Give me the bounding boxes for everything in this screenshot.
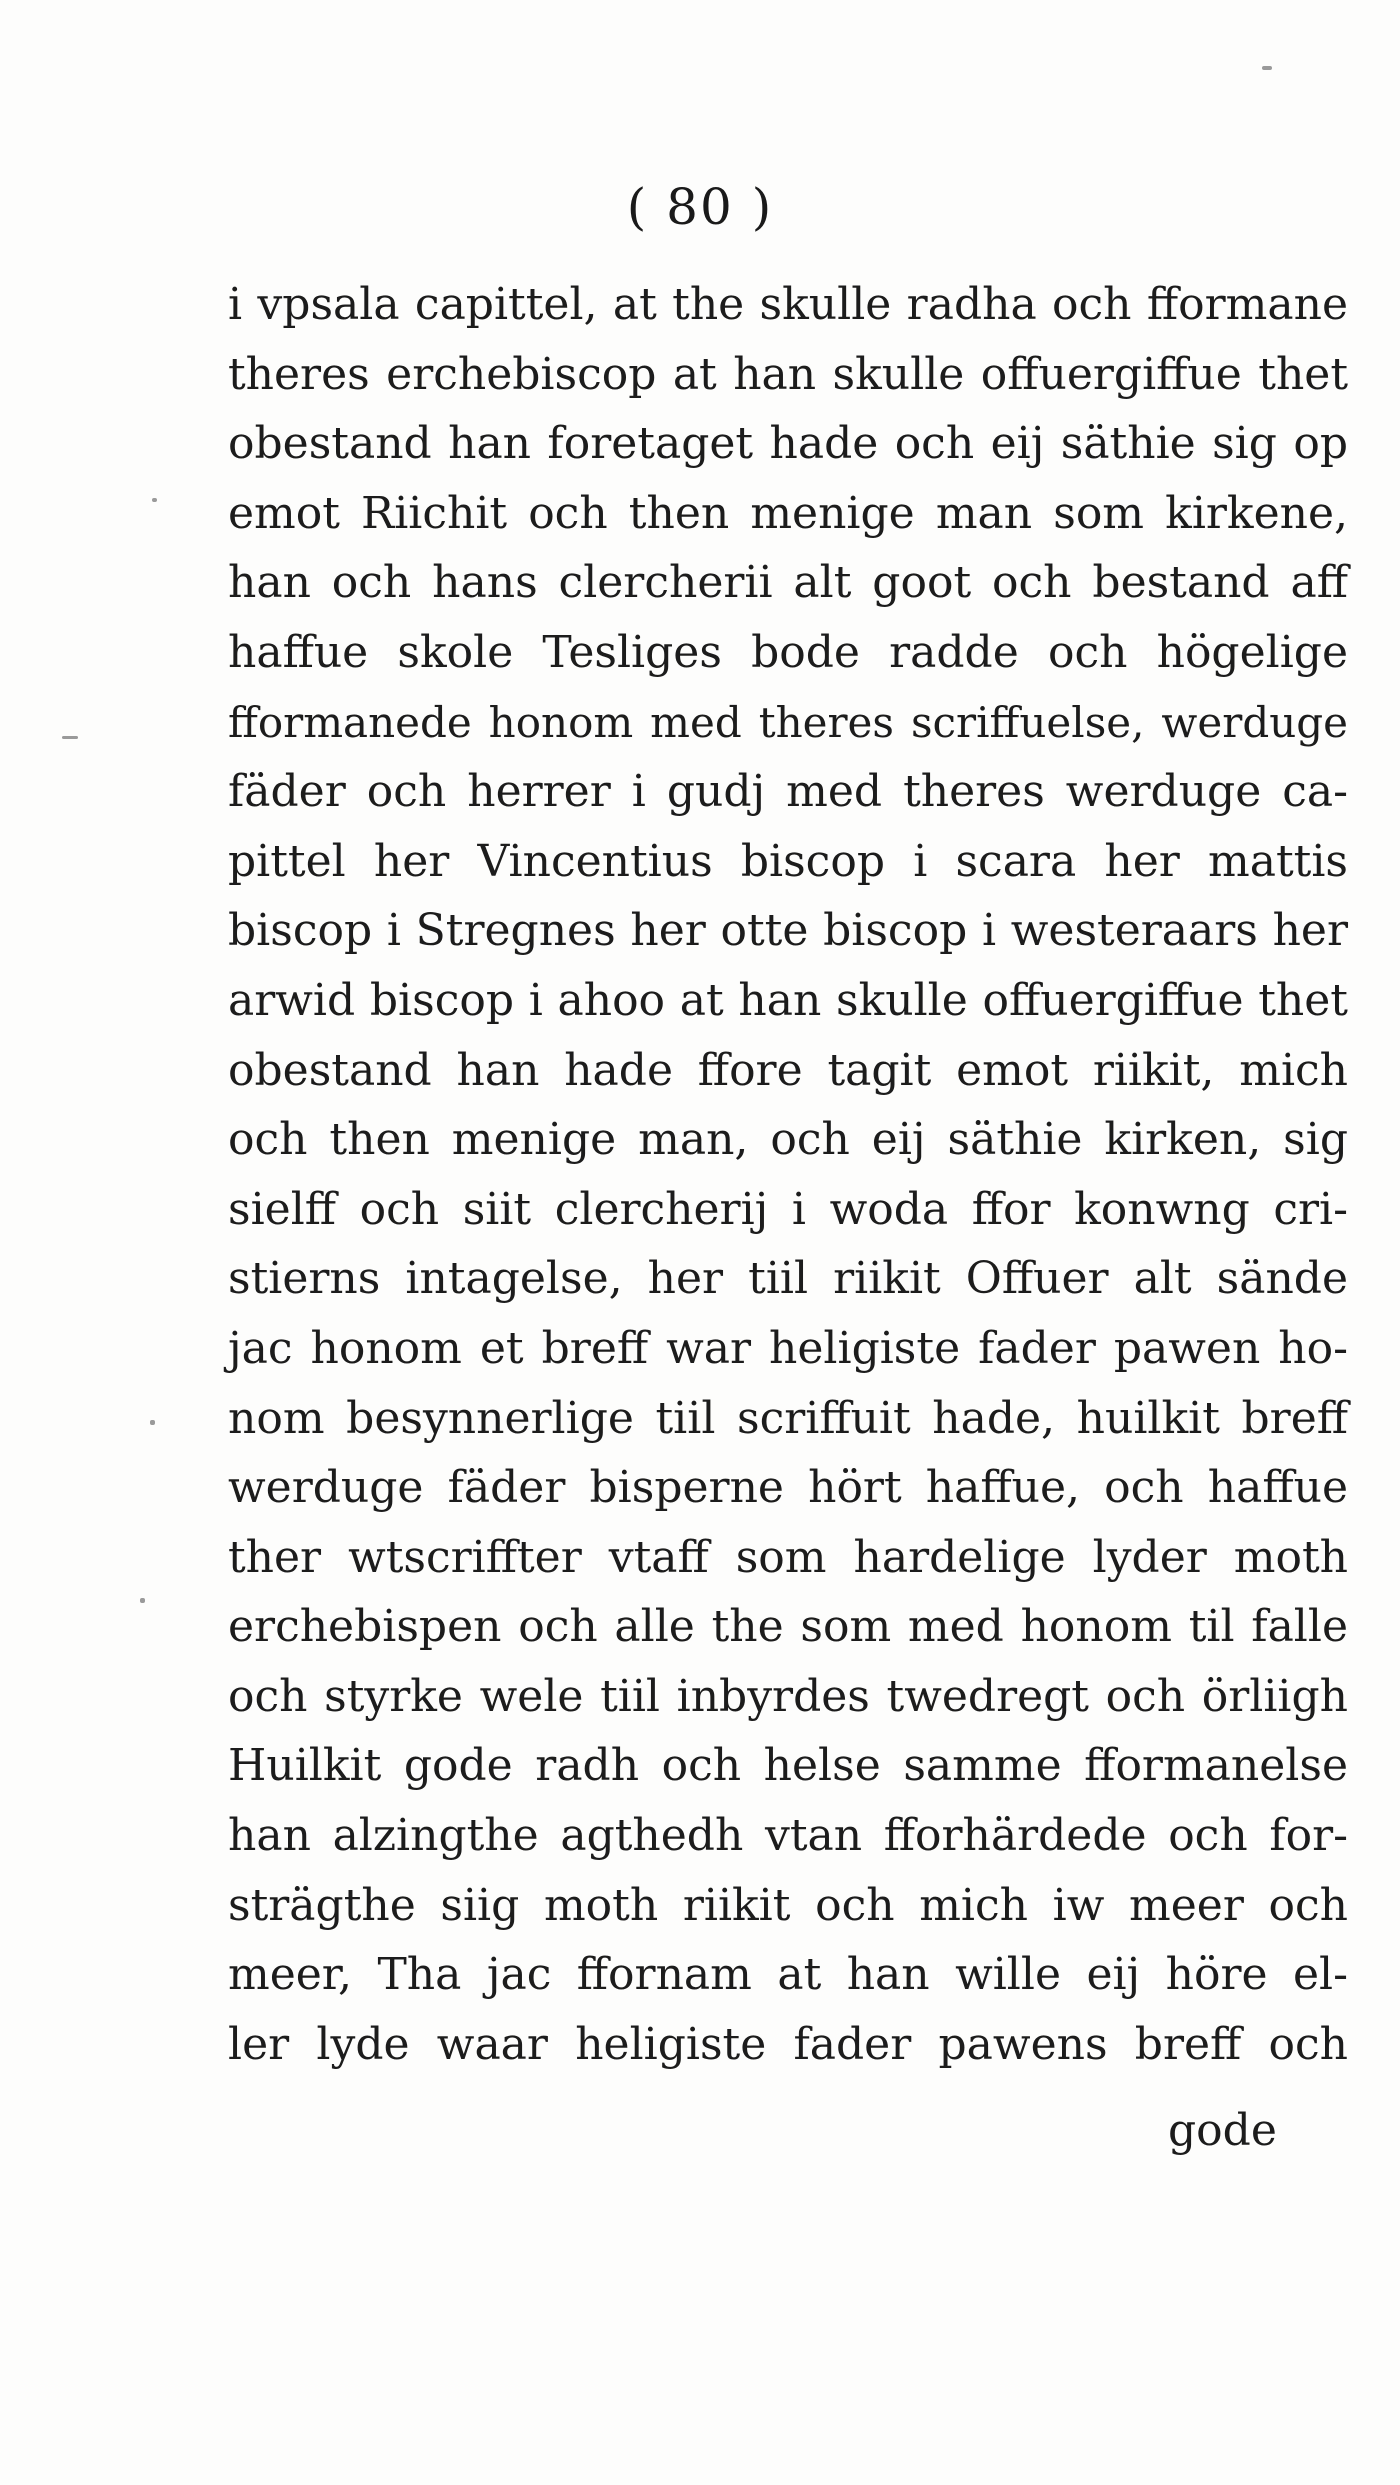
- text-line: pittel her Vincentius biscop i scara her mattis: [228, 835, 1348, 887]
- text-line: fäder och herrer i gudj med theres werduge ca-: [228, 766, 1348, 818]
- text-line: och then menige man, och eij säthie kirken, sig: [228, 1114, 1348, 1166]
- text-line: han och hans clercherii alt goot och bestand aff: [228, 557, 1348, 609]
- paper-speck: [1262, 66, 1272, 70]
- text-line: i vpsala capittel, at the skulle radha och fformane: [228, 279, 1348, 330]
- text-line: jac honom et breff war heligiste fader pawen ho-: [228, 1322, 1348, 1374]
- text-line: obestand han foretaget hade och eij säthie sig op: [228, 418, 1348, 470]
- paper-speck: [152, 498, 157, 502]
- text-line: meer, Tha jac ffornam at han wille eij höre el-: [228, 1949, 1348, 2001]
- text-line: han alzingthe agthedh vtan fforhärdede och for-: [228, 1810, 1348, 1862]
- text-line: arwid biscop i ahoo at han skulle offuergiffue thet: [228, 974, 1348, 1026]
- text-line: werduge fäder bisperne hört haffue, och haffue: [228, 1462, 1348, 1514]
- text-line: stierns intagelse, her tiil riikit Offuer alt sände: [228, 1253, 1348, 1305]
- text-line: emot Riichit och then menige man som kirkene,: [228, 487, 1348, 539]
- text-line: theres erchebiscop at han skulle offuergiffue thet: [228, 348, 1348, 400]
- text-line: erchebispen och alle the som med honom til falle: [228, 1601, 1348, 1653]
- catchword: gode: [1168, 2105, 1277, 2156]
- paper-speck: [140, 1598, 145, 1603]
- text-line: strägthe siig moth riikit och mich iw meer och: [228, 1879, 1348, 1931]
- text-line: sielff och siit clercherij i woda ffor konwng cri-: [228, 1183, 1348, 1235]
- text-line: ther wtscriffter vtaff som hardelige lyder moth: [228, 1531, 1348, 1583]
- page-number: ( 80 ): [626, 178, 774, 236]
- text-line: Huilkit gode radh och helse samme fformanelse: [228, 1740, 1348, 1792]
- text-line: ler lyde waar heligiste fader pawens breff och: [228, 2018, 1348, 2070]
- text-line: och styrke wele tiil inbyrdes twedregt och örliigh: [228, 1670, 1348, 1722]
- body-text: [228, 270, 1348, 2079]
- paper-speck: [150, 1420, 155, 1425]
- text-line: biscop i Stregnes her otte biscop i westeraars her: [228, 905, 1348, 957]
- text-line: fformanede honom med theres scriffuelse, werduge: [228, 697, 1348, 747]
- paper-speck: [62, 736, 78, 739]
- text-line: haffue skole Tesliges bode radde och högelige: [228, 626, 1348, 678]
- text-line: obestand han hade ffore tagit emot riikit, mich: [228, 1044, 1348, 1096]
- text-line: nom besynnerlige tiil scriffuit hade, huilkit breff: [228, 1392, 1348, 1444]
